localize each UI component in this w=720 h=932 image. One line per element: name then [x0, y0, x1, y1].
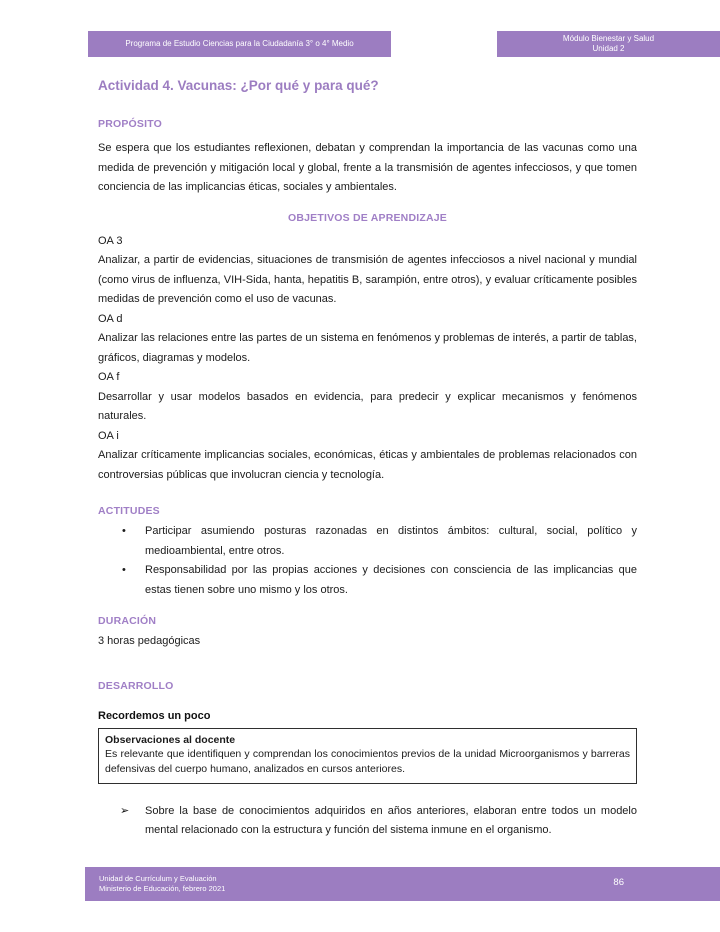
oa-label: OA i: [98, 429, 119, 442]
desarrollo-heading: DESARROLLO: [98, 679, 174, 692]
oa-text: Analizar críticamente implicancias sociales, económicas, éticas y ambientales de problemas relacionados con controversias públicas que involucran ciencia y tecnología.: [98, 449, 637, 481]
arrow-icon: ➢: [120, 804, 130, 817]
oa-label: OA f: [98, 371, 120, 383]
oa-item: [98, 368, 637, 427]
arrow-bullet-item: [98, 802, 637, 841]
teacher-note-text: Es relevante que identifiquen y comprendan los conocimientos previos de la unidad Microorganismos y barreras defensivas del cuerpo humano, analizados en cursos anteriores.: [105, 747, 630, 775]
page-number: 86: [613, 877, 624, 888]
module-banner-line2: Unidad 2: [592, 44, 625, 53]
oa-list: [98, 232, 637, 486]
list-item-text: Responsabilidad por las propias acciones y decisiones con consciencia de las implicancias que estas tienen sobre uno mismo y los otros.: [145, 564, 637, 596]
oa-label: OA 3: [98, 234, 123, 247]
oa-text: Analizar las relaciones entre las partes de un sistema en fenómenos y problemas de interés, a partir de tablas, gráficos, diagramas y modelos.: [98, 332, 637, 364]
footer-credit-line1: Unidad de Currículum y Evaluación: [99, 874, 217, 883]
footer-credit-line2: Ministerio de Educación, febrero 2021: [99, 884, 226, 893]
arrow-bullet-text: Sobre la base de conocimientos adquiridos en años anteriores, elaboran entre todos un modelo mental relacionado con la estructura y función del sistema inmune en el organismo.: [145, 804, 637, 836]
oa-item: [98, 310, 637, 369]
oa-label: OA d: [98, 312, 123, 325]
list-item-text: Participar asumiendo posturas razonadas en distintos ámbitos: cultural, social, político y medioambiental, entre otros.: [145, 525, 637, 557]
bullet-icon: •: [122, 564, 126, 576]
footer-credits: [99, 874, 225, 894]
duracion-heading: DURACIÓN: [98, 615, 157, 627]
module-banner-line1: Módulo Bienestar y Salud: [562, 34, 655, 43]
proposito-heading: PROPÓSITO: [98, 118, 163, 130]
oa-text: Desarrollar y usar modelos basados en evidencia, para predecir y explicar mecanismos y fenómenos naturales.: [98, 390, 637, 422]
teacher-note-box: [98, 728, 637, 784]
program-banner: [88, 31, 391, 57]
duracion-text: 3 horas pedagógicas: [98, 635, 201, 647]
oa-text: Analizar, a partir de evidencias, situaciones de transmisión de agentes infecciosos a nivel nacional y mundial (como virus de influenza, VIH-Sida, hanta, hepatitis B, sarampión, entre otros), y evaluar críticamente posibles medidas de prevención como el uso de vacunas.: [98, 254, 637, 305]
activity-title: Actividad 4. Vacunas: ¿Por qué y para qué?: [98, 78, 379, 93]
actitudes-bullet-list: [98, 522, 637, 600]
footer-bar: [85, 867, 720, 901]
actitudes-heading: ACTITUDES: [98, 505, 160, 517]
objetivos-heading: OBJETIVOS DE APRENDIZAJE: [287, 211, 448, 224]
oa-item: [98, 232, 637, 310]
list-item: [98, 522, 637, 561]
teacher-note-title: Observaciones al docente: [105, 733, 236, 746]
list-item: [98, 561, 637, 600]
content-column: [98, 57, 637, 841]
bullet-icon: •: [122, 525, 126, 537]
recordemos-subheading: Recordemos un poco: [98, 709, 211, 722]
program-banner-label: Programa de Estudio Ciencias para la Ciudadanía 3° o 4° Medio: [125, 39, 354, 48]
oa-item: [98, 427, 637, 486]
proposito-text: Se espera que los estudiantes reflexionen, debatan y comprendan la importancia de las vacunas como una medida de prevención y mitigación local y global, frente a la transmisión de agentes infecciosos, y que tomen conciencia de las implicancias éticas, sociales y ambientales.: [98, 142, 637, 193]
module-banner: [497, 31, 720, 57]
